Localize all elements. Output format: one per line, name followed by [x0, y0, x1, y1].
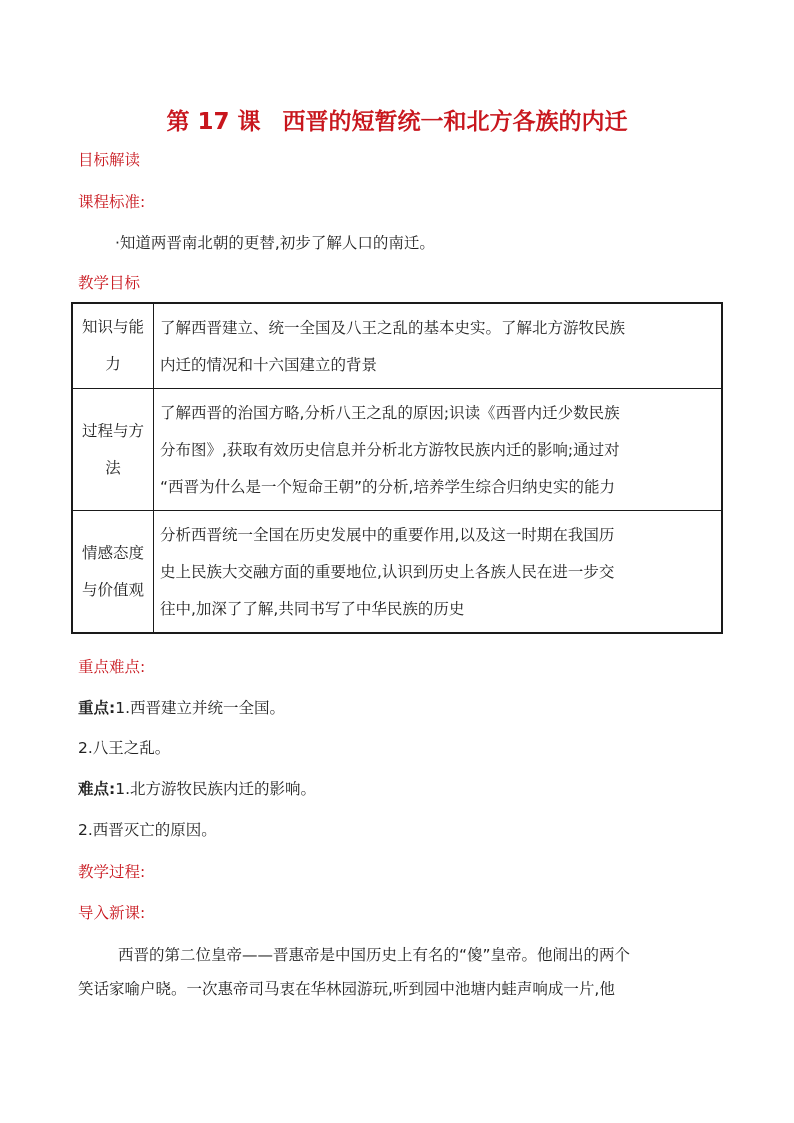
table-row [72, 303, 722, 389]
heading-target: 目标解读 [78, 151, 141, 169]
heading-process: 教学过程: [78, 863, 146, 881]
goal-content-cell: 分析西晋统一全国在历史发展中的重要作用,以及这一时期在我国历 史上民族大交融方面的重要地位,认识到历史上各族人民在进一步交 往中,加深了了解,共同书写了中华民族的历史 [154, 511, 723, 634]
goal-label-cell: 情感态度 与价值观 [72, 511, 154, 634]
heading-standard: 课程标准: [78, 193, 146, 211]
lesson-number: 第 17 课 [166, 109, 261, 135]
heading-teaching-goals: 教学目标 [78, 274, 141, 292]
table-row [72, 511, 722, 634]
important-point-2: 2.八王之乱。 [78, 739, 171, 757]
goal-content-cell: 了解西晋建立、统一全国及八王之乱的基本史实。了解北方游牧民族 内迁的情况和十六国建立的背景 [154, 303, 723, 389]
difficult-point-2: 2.西晋灭亡的原因。 [78, 821, 217, 839]
goal-content-cell: 了解西晋的治国方略,分析八王之乱的原因;识读《西晋内迁少数民族 分布图》,获取有效历史信息并分析北方游牧民族内迁的影响;通过对 “西晋为什么是一个短命王朝”的分析,培养学生综合归纳史实的能力 [154, 389, 723, 511]
heading-intro: 导入新课: [78, 904, 146, 922]
teaching-goals-table [71, 302, 723, 634]
intro-paragraph: 西晋的第二位皇帝——晋惠帝是中国历史上有名的“傻”皇帝。他闹出的两个 笑话家喻户晓。一次惠帝司马衷在华林园游玩,听到园中池塘内蛙声响成一片,他 [78, 946, 631, 998]
lesson-topic: 西晋的短暂统一和北方各族的内迁 [282, 109, 628, 135]
goal-label-cell: 过程与方 法 [72, 389, 154, 511]
difficult-point-1: 难点:1.北方游牧民族内迁的影响。 [78, 780, 316, 798]
goal-label-cell: 知识与能 力 [72, 303, 154, 389]
table-row [72, 389, 722, 511]
heading-key-points: 重点难点: [78, 658, 146, 676]
page-title [0, 103, 794, 136]
important-point-1: 重点:1.西晋建立并统一全国。 [78, 699, 285, 717]
standard-text: ·知道两晋南北朝的更替,初步了解人口的南迁。 [115, 234, 435, 252]
